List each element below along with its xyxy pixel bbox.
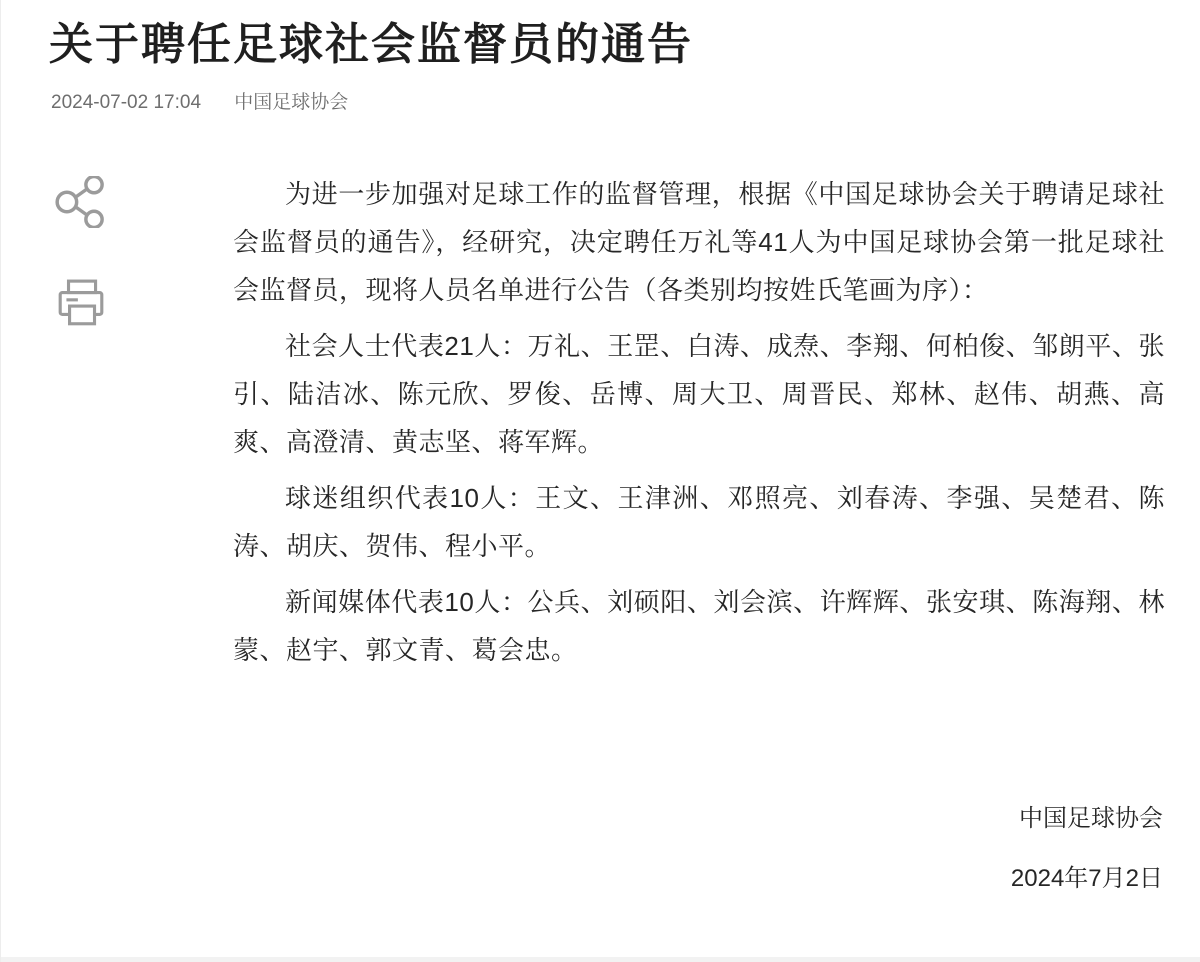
signature-org: 中国足球协会 bbox=[1019, 805, 1163, 832]
action-rail bbox=[55, 176, 107, 380]
source-name: 中国足球协会 bbox=[234, 92, 349, 113]
publish-datetime: 2024-07-02 17:04 bbox=[51, 92, 202, 113]
paragraph-media-representatives: 新闻媒体代表10人：公兵、刘硕阳、刘会滨、许辉辉、张安琪、陈海翔、林蒙、赵宇、郭文青、葛会忠。 bbox=[233, 587, 1165, 665]
page-title: 关于聘任足球社会监督员的通告 bbox=[49, 20, 693, 69]
share-icon bbox=[55, 176, 107, 228]
article-body bbox=[233, 170, 1165, 682]
paragraph-intro: 为进一步加强对足球工作的监督管理，根据《中国足球协会关于聘请足球社会监督员的通告》，经研究，决定聘任万礼等41人为中国足球协会第一批足球社会监督员，现将人员名单进行公告（各类别均按姓氏笔画为序）： bbox=[233, 179, 1165, 305]
signature-block bbox=[1011, 795, 1163, 903]
paragraph-fan-representatives: 球迷组织代表10人：王文、王津洲、邓照亮、刘春涛、李强、吴楚君、陈涛、胡庆、贺伟、程小平。 bbox=[233, 483, 1165, 561]
bottom-divider bbox=[1, 957, 1200, 962]
print-icon bbox=[55, 278, 107, 330]
paragraph-social-representatives: 社会人士代表21人：万礼、王罡、白涛、成焘、李翔、何柏俊、邹朗平、张引、陆洁冰、陈元欣、罗俊、岳博、周大卫、周晋民、郑林、赵伟、胡燕、高爽、高澄清、黄志坚、蒋军辉。 bbox=[233, 331, 1165, 457]
share-button[interactable] bbox=[55, 176, 107, 228]
signature-date: 2024年7月2日 bbox=[1010, 865, 1163, 892]
print-button[interactable] bbox=[55, 278, 107, 330]
article-meta bbox=[51, 90, 348, 116]
